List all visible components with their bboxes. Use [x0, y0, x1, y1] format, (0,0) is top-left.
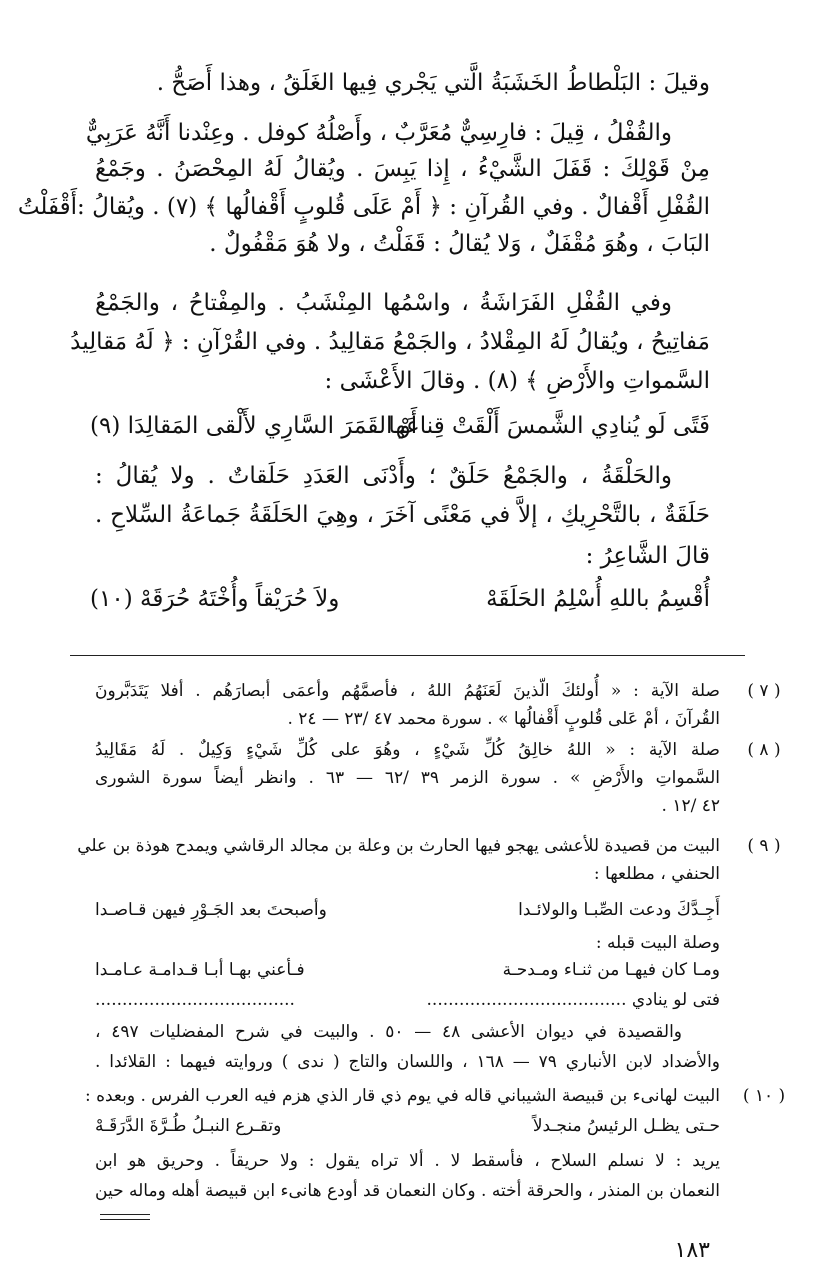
footnote-9-verse-2-first: ومـا كان فيهـا من ثنـاء ومـدحـة — [502, 960, 720, 980]
body-line-7: مَفاتِيحُ ، ويُقالُ لَهُ المِقْلادُ ، والجَمْعُ مَقالِيدُ . وفي القُرْآنِ : ﴿ لَهُ مَقالِيدُ — [70, 329, 710, 355]
footnote-7-line-2: القُرآنَ ، أمْ عَلى قُلوبٍ أَقْفالُها » . سورة محمد ٤٧ /٢٣ — ٢٤ . — [287, 709, 720, 729]
footnote-9-number: ( ٩ ) — [747, 836, 781, 856]
footnote-9-verse-2 — [95, 962, 720, 986]
footnote-10-line-2: يريد : لا نسلم السلاح ، فأسقط لا . ألا تراه يقول : ولا حريقاً . وحريق هو ابن — [95, 1151, 720, 1171]
body-line-2: والقُفْلُ ، قِيلَ : فارِسِيٌّ مُعَرَّبٌ ، وأَصْلُهُ كوفل . وعِنْدنا أَنَّهُ عَرَبِيٌّ — [85, 120, 672, 146]
continuation-rule-bottom — [100, 1219, 150, 1220]
verse-1-first-hemistich: فَتًى لَو يُنادِي الشَّمسَ أَلْقَتْ قِناعَها — [388, 413, 710, 439]
footnote-10-line-3: النعمان بن المنذر ، والحرقة أخته . وكان النعمان قد أودع هانىء ابن قبيصة أهله وماله حين — [95, 1181, 720, 1201]
footnote-9-verse-3-second: ..................................... — [95, 990, 295, 1010]
footnote-8-line-3: ٤٢ /١٢ . — [661, 796, 720, 816]
footnote-8-line-2: السَّمواتِ والأَرْضِ » . سورة الزمر ٣٩ /٦٢ — ٦٣ . وانظر أيضاً سورة الشورى — [95, 768, 720, 788]
body-line-5: البَابَ ، وهُوَ مُقْفَلٌ ، وَلا يُقالُ : قَفَلْتُ ، ولا هُوَ مَقْفُولٌ . — [209, 231, 710, 257]
body-line-11: قالَ الشَّاعِرُ : — [585, 543, 710, 569]
footnote-10-verse-second: وتقـرع النبـلُ طُـرَّةَ الدَّرَقَـهْ — [95, 1116, 282, 1136]
body-line-3: مِنْ قَوْلِكَ : قَفَلَ الشَّيْءُ ، إِذا يَبِسَ . ويُقالُ لَهُ المِحْصَنُ . وجَمْعُ — [95, 156, 710, 182]
footnote-10-number: ( ١٠ ) — [742, 1086, 786, 1106]
footnote-8-line-1: صلة الآية : « اللهُ خالِقُ كُلِّ شَيْءٍ ، وهُوَ على كُلِّ شَيْءٍ وَكِيلٌ . لَهُ مَقَالِيدُ — [95, 740, 720, 760]
footnote-9-verse-1-second: وأصبحتَ بعد الجَـوْرِ فيهن قـاصـدا — [95, 900, 327, 920]
body-line-9: والحَلْقَةُ ، والجَمْعُ حَلَقٌ ؛ وأَدْنَى العَدَدِ حَلَقاتٌ . ولا يُقالُ : — [95, 463, 672, 489]
footnote-9-verse-2-second: فـأعني بهـا أبـا قـدامـة عـامـدا — [95, 960, 305, 980]
continuation-rule-top — [100, 1214, 150, 1215]
footnote-9-line-1: البيت من قصيدة للأعشى يهجو فيها الحارث بن وعلة بن مجالد الرقاشي ويمدح هوذة بن علي — [77, 836, 720, 856]
footnote-9-line-5: والأضداد لابن الأنباري ٧٩ — ١٦٨ ، واللسان والتاج ( ندى ) وروايته فيهما : القلائدا . — [95, 1052, 720, 1072]
verse-2 — [90, 588, 710, 618]
footnote-9-verse-3-first: فتى لو ينادي ..................................... — [426, 990, 720, 1010]
footnote-separator — [70, 655, 745, 656]
footnote-9-verse-3 — [95, 992, 720, 1016]
verse-1-second-hemistich: أَوْ القَمَرَ السَّارِي لأَلْقى المَقالِدَا (٩) — [90, 413, 418, 439]
body-line-8: السَّمواتِ والأَرْضِ ﴾ (٨) . وقالَ الأَعْشَى : — [324, 368, 710, 394]
footnote-9-line-2: الحنفي ، مطلعها : — [593, 864, 720, 884]
footnote-10-verse — [95, 1118, 720, 1142]
footnote-9-line-4: والقصيدة في ديوان الأعشى ٤٨ — ٥٠ . والبيت في شرح المفضليات ٤٩٧ ، — [95, 1022, 683, 1042]
footnote-9-line-3: وصلة البيت قبله : — [595, 933, 720, 953]
body-line-6: وفي القُفْلِ الفَرَاشَةُ ، واسْمُها المِنْشَبُ . والمِفْتاحُ ، والجَمْعُ — [95, 290, 672, 316]
footnote-7-number: ( ٧ ) — [747, 681, 781, 701]
page-number: ١٨٣ — [674, 1238, 710, 1263]
footnote-8-number: ( ٨ ) — [747, 740, 781, 760]
footnote-9-verse-1-first: أَجِـدَّكَ ودعت الصِّبـا والولائـدا — [518, 900, 720, 920]
footnote-10-verse-first: حـتى يظـل الرئيسُ منجـدلاً — [532, 1116, 720, 1136]
verse-2-second-hemistich: ولاَ حُرَيْقاً وأُخْتَهُ حُرَقَهْ (١٠) — [90, 586, 340, 612]
verse-1 — [90, 415, 710, 445]
footnote-10-line-1: البيت لهانىء بن قبيصة الشيباني قاله في يوم ذي قار الذي هزم فيه العرب الفرس . وبعده : — [84, 1086, 720, 1106]
verse-2-first-hemistich: أُقْسِمُ باللهِ أُسْلِمُ الحَلَقَهْ — [486, 586, 710, 612]
body-line-10: حَلَقَةٌ ، بالتَّحْرِيكِ ، إلاَّ في مَعْنًى آخَرَ ، وهِيَ الحَلَقَةُ جَماعَةُ السِّلاحِ . — [95, 502, 710, 528]
body-line-4: القُفْلِ أَقْفالٌ . وفي القُرآنِ : ﴿ أَمْ عَلَى قُلوبٍ أَقْفالُها ﴾ (٧) . ويُقالُ :أَقْفَلْتُ — [17, 194, 710, 220]
footnote-9-verse-1 — [95, 902, 720, 926]
footnote-7-line-1: صلة الآية : « أُولئكَ الّذينَ لَعَنَهُمُ اللهُ ، فأصمَّهُم وأعمَى أبصارَهُم . أفلا يَتَدَبَّرونَ — [95, 681, 720, 701]
body-line-1: وقيلَ : البَلْطاطُ الخَشَبَةُ الَّتي يَجْري فِيها الغَلَقُ ، وهذا أَصَحُّ . — [156, 70, 710, 96]
